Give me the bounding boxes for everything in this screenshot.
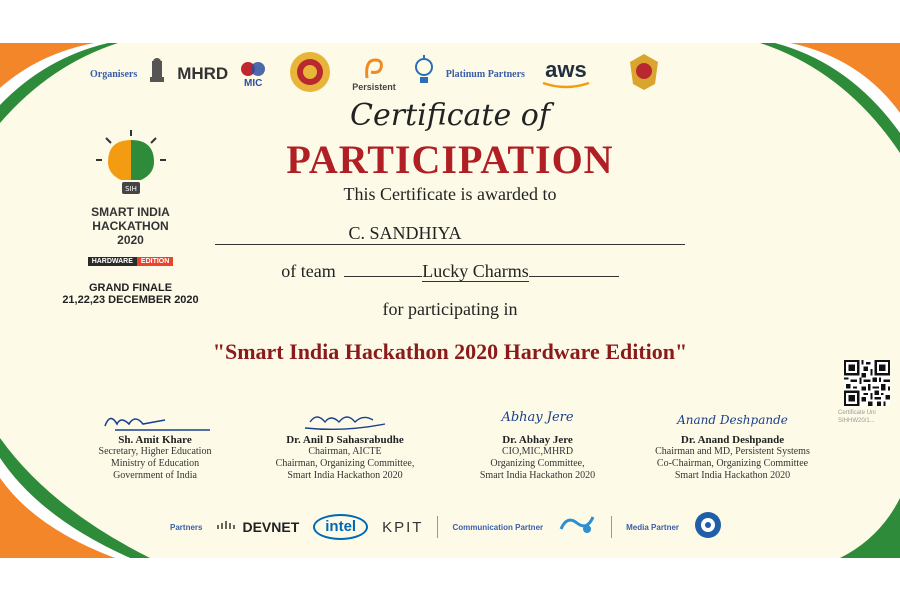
signatory-name: Dr. Anand Deshpande — [680, 434, 785, 446]
team-name: Lucky Charms — [422, 261, 529, 281]
footer-divider-2 — [611, 516, 612, 538]
footer-divider — [437, 516, 438, 538]
intel-logo: intel — [313, 514, 368, 540]
sih-title-line2: HACKATHON — [92, 219, 169, 233]
signatory-line3: Government of India — [113, 470, 197, 481]
kpit-logo: KPIT — [382, 518, 424, 536]
team-line — [0, 261, 900, 282]
team-prefix: of team — [281, 261, 336, 281]
signatory-name: Sh. Amit Khare — [118, 434, 192, 446]
organisers-row — [90, 51, 661, 97]
mhrd-logo: MHRD — [177, 64, 229, 83]
media-partner-label: Media Partner — [626, 522, 680, 532]
mic-icon — [238, 60, 268, 78]
finale-dates: 21,22,23 DECEMBER 2020 — [62, 294, 199, 306]
sih-year: 2020 — [117, 233, 144, 247]
signature-scrawl-2-icon — [275, 408, 415, 434]
signatory-anil-sahasrabudhe — [250, 408, 440, 482]
signature-scrawl-1-icon — [85, 408, 225, 434]
communication-partner-logo-icon — [557, 513, 597, 542]
media-partner-logo-icon — [693, 510, 723, 545]
signatory-line3: Smart India Hackathon 2020 — [287, 470, 403, 481]
aws-smile-icon — [541, 81, 591, 89]
platinum-partners-label: Platinum Partners — [445, 68, 525, 80]
signatory-abhay-jere — [450, 408, 625, 482]
event-name: "Smart India Hackathon 2020 Hardware Edition" — [212, 339, 688, 364]
signatory-anand-deshpande — [630, 408, 835, 482]
edition-right: EDITION — [137, 257, 173, 266]
edition-left: HARDWARE — [88, 257, 137, 266]
recipient-line — [0, 223, 900, 245]
certificate-title-main: PARTICIPATION — [286, 137, 614, 182]
recipient-name: C. SANDHIYA — [348, 223, 462, 243]
signatory-name: Dr. Anil D Sahasrabudhe — [286, 434, 404, 446]
devnet-logo: DEVNET — [242, 519, 300, 535]
aws-logo: aws — [541, 59, 591, 89]
signatory-line2: Co-Chairman, Organizing Committee — [656, 458, 809, 469]
persistent-logo: Persistent — [352, 56, 396, 92]
aicte-seal-icon — [288, 50, 332, 99]
signatory-amit-khare — [70, 408, 240, 482]
signature-anand-deshpande: Anand Deshpande — [677, 413, 788, 427]
signatory-line2: Chairman, Organizing Committee, — [275, 458, 415, 469]
signatory-line2: Organizing Committee, — [490, 458, 585, 469]
signatory-line1: Secretary, Higher Education — [98, 446, 212, 457]
participating-text: for participating in — [382, 299, 518, 319]
verification-caption-line1: Certificate Uni — [838, 410, 876, 416]
signatory-line1: Chairman, AICTE — [308, 446, 382, 457]
signatory-line1: Chairman and MD, Persistent Systems — [655, 446, 810, 457]
grand-finale-label: GRAND FINALE — [88, 282, 173, 294]
sih-title-line1: SMART INDIA — [91, 205, 170, 219]
verification-caption — [838, 409, 876, 425]
mic-logo: MIC — [238, 60, 268, 89]
communication-partner-label: Communication Partner — [452, 522, 544, 532]
verification-caption-line2: SIHHW20/1... — [838, 418, 875, 424]
bottom-right-tricolor-band — [840, 498, 900, 558]
awarded-text: This Certificate is awarded to — [343, 184, 557, 204]
police-emblem-icon — [627, 52, 661, 97]
emblem-icon — [147, 57, 167, 92]
partners-footer — [150, 511, 750, 543]
persistent-icon — [361, 56, 387, 82]
signatory-line3: Smart India Hackathon 2020 — [479, 470, 596, 481]
organisers-label: Organisers — [90, 68, 138, 80]
signatory-line3: Smart India Hackathon 2020 — [674, 470, 791, 481]
signatory-name: Dr. Abhay Jere — [502, 434, 573, 446]
signature-amit-khare — [70, 408, 240, 434]
cisco-icon — [216, 518, 238, 536]
bulb-logo-icon — [412, 55, 436, 94]
sih-badge-text: SIH — [124, 185, 137, 193]
signatory-line2: Ministry of Education — [110, 458, 200, 469]
qr-code-icon[interactable] — [844, 360, 890, 406]
signature-abhay-jere: Abhay Jere — [501, 410, 574, 425]
certificate-title-script: Certificate of — [350, 98, 550, 133]
partners-label: Partners — [170, 522, 203, 532]
signature-anil-sahasrabudhe — [250, 408, 440, 434]
signatory-line1: CIO,MIC,MHRD — [501, 446, 574, 457]
certificate — [0, 43, 900, 558]
